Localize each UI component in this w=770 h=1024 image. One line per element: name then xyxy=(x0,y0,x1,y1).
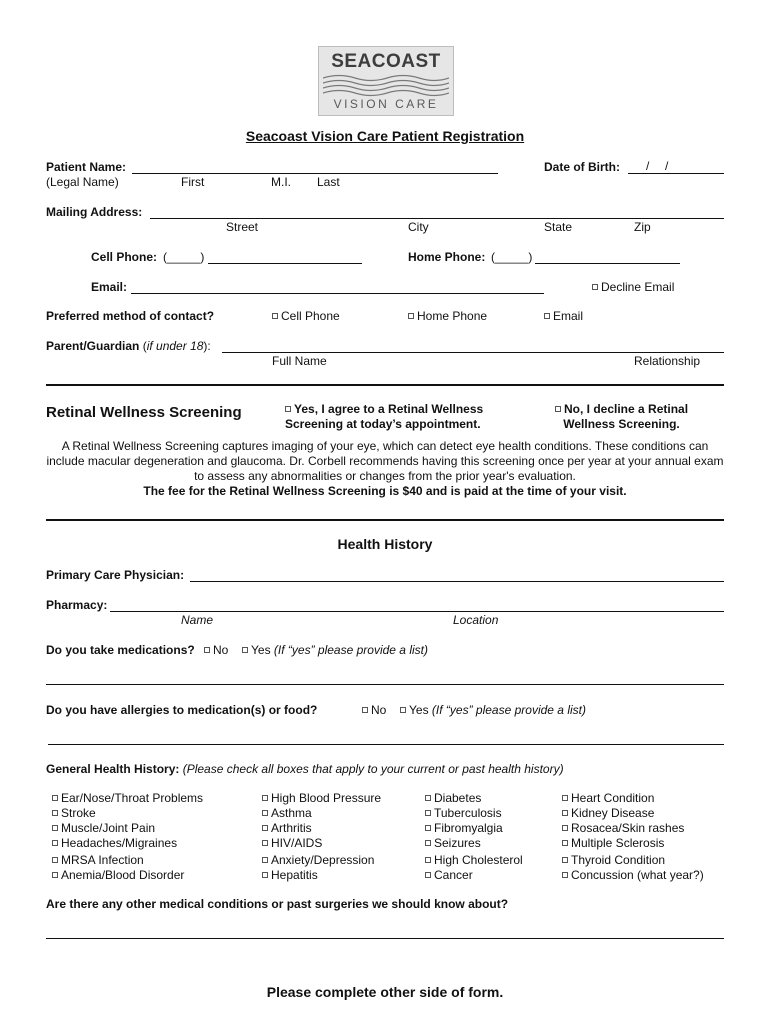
condition-checkbox[interactable] xyxy=(562,857,568,863)
condition-checkbox[interactable] xyxy=(262,857,268,863)
condition-checkbox[interactable] xyxy=(262,795,268,801)
condition-checkbox[interactable] xyxy=(562,795,568,801)
home-phone-label: Home Phone: xyxy=(408,250,486,264)
condition-option[interactable] xyxy=(52,821,155,835)
decline-email-checkbox[interactable] xyxy=(592,284,598,290)
condition-label: Seizures xyxy=(434,836,481,850)
dob-field[interactable] xyxy=(628,160,724,174)
section-divider-1 xyxy=(46,384,724,386)
condition-label: Tuberculosis xyxy=(434,806,502,820)
condition-option[interactable] xyxy=(562,806,654,820)
condition-checkbox[interactable] xyxy=(262,872,268,878)
guardian-qualifier: if under 18 xyxy=(146,339,204,353)
condition-option[interactable] xyxy=(52,853,144,867)
contact-cell-checkbox[interactable] xyxy=(272,313,278,319)
retinal-no-option[interactable] xyxy=(555,402,688,432)
condition-label: Heart Condition xyxy=(571,791,655,805)
condition-checkbox[interactable] xyxy=(262,825,268,831)
preferred-contact-question: Preferred method of contact? xyxy=(46,309,215,323)
condition-checkbox[interactable] xyxy=(562,872,568,878)
condition-option[interactable] xyxy=(562,821,684,835)
condition-option[interactable] xyxy=(562,791,654,805)
medications-no-option[interactable] xyxy=(204,643,228,657)
dob-slash-1: / xyxy=(646,159,650,173)
condition-option[interactable] xyxy=(425,868,473,882)
condition-option[interactable] xyxy=(425,836,481,850)
allergies-yes-option[interactable] xyxy=(400,703,586,717)
condition-checkbox[interactable] xyxy=(262,810,268,816)
medications-no-checkbox[interactable] xyxy=(204,647,210,653)
middle-initial-caption: M.I. xyxy=(271,175,291,189)
condition-option[interactable] xyxy=(52,791,203,805)
cell-phone-area-code[interactable]: (_____) xyxy=(163,250,205,264)
condition-option[interactable] xyxy=(262,868,318,882)
medications-list-field[interactable] xyxy=(46,684,724,685)
retinal-yes-checkbox[interactable] xyxy=(285,406,291,412)
condition-option[interactable] xyxy=(262,791,381,805)
condition-checkbox[interactable] xyxy=(425,810,431,816)
retinal-description-block xyxy=(46,439,724,499)
allergies-no-option[interactable] xyxy=(362,703,386,717)
home-phone-field[interactable] xyxy=(535,250,680,264)
retinal-no-line1: No, I decline a Retinal xyxy=(564,402,689,416)
condition-label: Kidney Disease xyxy=(571,806,655,820)
retinal-description: A Retinal Wellness Screening captures imaging of your eye, which can detect eye health conditions. These conditions can include macular degeneration and glaucoma. Dr. Corbell recommends having this screening once per year at your annual exam to assess any abnormalities or changes from the prior year's evaluation. xyxy=(46,439,724,483)
retinal-no-checkbox[interactable] xyxy=(555,406,561,412)
state-caption: State xyxy=(544,220,573,234)
condition-label: Rosacea/Skin rashes xyxy=(571,821,685,835)
condition-label: Cancer xyxy=(434,868,473,882)
section-divider-2 xyxy=(46,519,724,521)
zip-caption: Zip xyxy=(634,220,651,234)
condition-option[interactable] xyxy=(52,806,96,820)
city-caption: City xyxy=(408,220,429,234)
condition-label: Hepatitis xyxy=(271,868,318,882)
condition-checkbox[interactable] xyxy=(425,857,431,863)
condition-label: Multiple Sclerosis xyxy=(571,836,665,850)
condition-checkbox[interactable] xyxy=(52,857,58,863)
allergies-yes-checkbox[interactable] xyxy=(400,707,406,713)
condition-checkbox[interactable] xyxy=(425,840,431,846)
condition-option[interactable] xyxy=(262,806,312,820)
condition-label: Anxiety/Depression xyxy=(271,853,375,867)
condition-checkbox[interactable] xyxy=(52,840,58,846)
pcp-field[interactable] xyxy=(190,568,724,582)
retinal-yes-option[interactable] xyxy=(285,402,483,432)
condition-option[interactable] xyxy=(425,791,481,805)
allergies-yes-label: Yes xyxy=(409,703,429,717)
condition-checkbox[interactable] xyxy=(425,872,431,878)
relationship-caption: Relationship xyxy=(634,354,701,368)
condition-checkbox[interactable] xyxy=(562,810,568,816)
condition-label: High Cholesterol xyxy=(434,853,523,867)
cell-phone-label: Cell Phone: xyxy=(91,250,158,264)
condition-label: Diabetes xyxy=(434,791,482,805)
patient-name-field[interactable] xyxy=(132,160,498,174)
street-caption: Street xyxy=(226,220,259,234)
other-conditions-question: Are there any other medical conditions or past surgeries we should know about? xyxy=(46,897,509,911)
first-name-caption: First xyxy=(181,175,205,189)
condition-option[interactable] xyxy=(52,836,177,850)
medications-yes-checkbox[interactable] xyxy=(242,647,248,653)
retinal-yes-line1: Yes, I agree to a Retinal Wellness xyxy=(294,402,484,416)
last-name-caption: Last xyxy=(317,175,340,189)
allergies-question: Do you have allergies to medication(s) or food? xyxy=(46,703,318,717)
condition-checkbox[interactable] xyxy=(262,840,268,846)
general-history-row xyxy=(46,762,564,776)
condition-label: Ear/Nose/Throat Problems xyxy=(61,791,204,805)
mailing-address-field[interactable] xyxy=(150,205,724,219)
medications-yes-option[interactable] xyxy=(242,643,428,657)
pharmacy-field[interactable] xyxy=(110,598,724,612)
condition-option[interactable] xyxy=(562,836,664,850)
guardian-field[interactable] xyxy=(222,339,724,353)
medications-yes-label: Yes xyxy=(251,643,271,657)
pcp-label: Primary Care Physician xyxy=(46,568,181,582)
retinal-no-line2: Wellness Screening. xyxy=(563,417,680,431)
dob-label: Date of Birth: xyxy=(544,160,620,174)
condition-checkbox[interactable] xyxy=(425,795,431,801)
condition-label: Asthma xyxy=(271,806,312,820)
condition-option[interactable] xyxy=(562,868,704,882)
condition-option[interactable] xyxy=(262,853,374,867)
condition-label: Fibromyalgia xyxy=(434,821,503,835)
condition-label: Anemia/Blood Disorder xyxy=(61,868,185,882)
legal-name-label: (Legal Name) xyxy=(46,175,119,189)
dob-slash-2: / xyxy=(665,159,669,173)
contact-option-home[interactable] xyxy=(408,309,487,323)
pharmacy-name-caption: Name xyxy=(181,613,214,627)
condition-checkbox[interactable] xyxy=(425,825,431,831)
pcp-label-group: Primary Care Physician: xyxy=(46,568,185,582)
contact-email-label: Email xyxy=(553,309,584,323)
general-history-note: (Please check all boxes that apply to your current or past health history) xyxy=(182,762,564,776)
allergies-no-label: No xyxy=(371,703,387,717)
condition-option[interactable] xyxy=(262,836,322,850)
contact-option-cell[interactable] xyxy=(272,309,340,323)
decline-email-label: Decline Email xyxy=(601,280,675,294)
mailing-address-label: Mailing Address: xyxy=(46,205,143,219)
condition-label: Muscle/Joint Pain xyxy=(61,821,156,835)
form-title: Seacoast Vision Care Patient Registration xyxy=(245,128,525,144)
condition-label: Arthritis xyxy=(271,821,312,835)
condition-label: High Blood Pressure xyxy=(271,791,382,805)
retinal-fee: The fee for the Retinal Wellness Screening is $40 and is paid at the time of your visit. xyxy=(143,484,627,498)
condition-option[interactable] xyxy=(562,853,665,867)
pharmacy-label-group: Pharmacy: xyxy=(46,598,108,612)
condition-option[interactable] xyxy=(52,868,184,882)
general-history-label: General Health History: xyxy=(46,762,180,776)
condition-label: HIV/AIDS xyxy=(271,836,323,850)
footer-note: Please complete other side of form. xyxy=(266,984,504,1000)
guardian-label-group: Parent/Guardian (if under 18): xyxy=(46,339,211,353)
patient-name-label: Patient Name: xyxy=(46,160,127,174)
condition-checkbox[interactable] xyxy=(52,872,58,878)
health-history-heading: Health History xyxy=(337,536,433,552)
medications-no-label: No xyxy=(213,643,229,657)
condition-label: Headaches/Migraines xyxy=(61,836,178,850)
cell-phone-field[interactable] xyxy=(208,250,362,264)
condition-option[interactable] xyxy=(262,821,312,835)
condition-checkbox[interactable] xyxy=(562,825,568,831)
contact-cell-label: Cell Phone xyxy=(281,309,340,323)
condition-label: MRSA Infection xyxy=(61,853,144,867)
condition-option[interactable] xyxy=(425,821,503,835)
logo-title: SEACOAST xyxy=(331,51,441,72)
condition-checkbox[interactable] xyxy=(52,825,58,831)
medications-yes-note: (If “yes” please provide a list) xyxy=(273,643,428,657)
logo-subtitle: VISION CARE xyxy=(333,97,439,111)
condition-label: Concussion (what year?) xyxy=(571,868,704,882)
email-field[interactable] xyxy=(131,280,544,294)
allergies-list-field[interactable] xyxy=(48,744,724,745)
retinal-yes-line2: Screening at today’s appointment. xyxy=(285,417,481,431)
allergies-yes-note: (If “yes” please provide a list) xyxy=(431,703,586,717)
guardian-label: Parent/Guardian xyxy=(46,339,140,353)
email-label: Email: xyxy=(91,280,128,294)
full-name-caption: Full Name xyxy=(272,354,327,368)
condition-option[interactable] xyxy=(425,806,502,820)
contact-email-checkbox[interactable] xyxy=(544,313,550,319)
pharmacy-location-caption: Location xyxy=(453,613,499,627)
condition-checkbox[interactable] xyxy=(52,810,58,816)
condition-checkbox[interactable] xyxy=(52,795,58,801)
condition-checkbox[interactable] xyxy=(562,840,568,846)
logo-waves-icon xyxy=(323,73,449,97)
condition-label: Stroke xyxy=(61,806,96,820)
retinal-heading: Retinal Wellness Screening xyxy=(46,404,242,421)
pharmacy-label: Pharmacy xyxy=(46,598,104,612)
contact-home-label: Home Phone xyxy=(417,309,488,323)
condition-label: Thyroid Condition xyxy=(571,853,666,867)
home-phone-area-code[interactable]: (_____) xyxy=(491,250,533,264)
decline-email-option[interactable] xyxy=(592,280,674,294)
seacoast-logo xyxy=(318,46,454,116)
condition-option[interactable] xyxy=(425,853,523,867)
allergies-no-checkbox[interactable] xyxy=(362,707,368,713)
contact-option-email[interactable] xyxy=(544,309,583,323)
contact-home-checkbox[interactable] xyxy=(408,313,414,319)
medications-question: Do you take medications? xyxy=(46,643,195,657)
other-conditions-field[interactable] xyxy=(46,938,724,939)
